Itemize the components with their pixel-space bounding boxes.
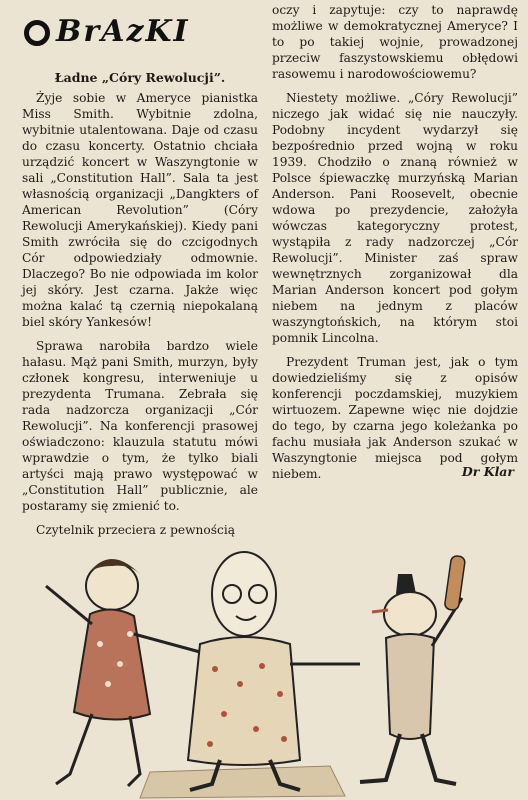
article-column-right [272, 2, 518, 490]
man-coat [188, 637, 300, 765]
woman-dress [74, 609, 150, 719]
article-paragraph: Czytelnik przeciera z pewnością [36, 523, 235, 537]
woman2-head [384, 592, 436, 636]
section-masthead [24, 12, 264, 52]
article-paragraph: Niestety możliwe. „Córy Rewolucji” niczego jak widać się nie nauczyły. Podobny incydent wydarzył się bezpośrednio przed wojną w roku 1939. Chodziło o znaną również w Polsce śpiewaczkę murzyńską Marian Anderson. Pani Roosevelt, obecnie wdowa po prezydencie, założyła wówczas kategoryczny protest, wystąpiła z rady nadzorczej „Cór Rewolucji”. Minister zaś spraw wewnętrznych zorganizował dla Marian Anderson koncert pod gołym niebem na jednym z placów waszyngtońskich, na którym stoi pomnik Lincolna. [272, 91, 518, 345]
masthead-o-ring-icon [24, 20, 50, 46]
cartoon-illustration [0, 534, 528, 800]
woman2-dress [386, 634, 434, 739]
article-paragraph: Żyje sobie w Ameryce pianistka Miss Smith. Wybitnie zdolna, wybitnie utalentowana. Daje od czasu do czasu koncerty. Ostatnio chciała urządzić koncert w Waszyngtonie w sali „Constitution Hall”. Sala ta jest własnością organizacji „Dangkters of American Revolution” (Córy Rewolucji Amerykańskiej). Kiedy pani Smith zwróciła się do czcigodnych Cór odpowiedziały odmownie. Dlaczego? Bo nie odpowiada im kolor jej skóry. Jest czarna. Jakże więc można kalać tą czernią niepokalaną biel skóry Yankesów! [22, 91, 258, 329]
author-signature: Dr Klar [461, 464, 514, 479]
article-subtitle: Ładne „Córy Rewolucji”. [54, 70, 226, 85]
article-paragraph: oczy i zapytuje: czy to naprawdę możliwe w demokratycznej Ameryce? I to po takiej wojnie, prowadzonej przeciw faszystowskiemu obłędowi rasowemu i narodowościowemu? [272, 3, 518, 81]
rolling-pin [444, 555, 465, 610]
article-paragraph: Prezydent Truman jest, jak o tym dowiedzieliśmy się z opisów konferencji poczdamskiej, muzykiem wirtuozem. Zapewne więc nie dojdzie do tego, by czarna jego koleżanka po fachu musiała jak Anderson szukać w Waszyngtonie miejsca pod gołym niebem. [272, 355, 518, 481]
masthead-title-text: BrAzKI [56, 14, 190, 49]
article-column-left [22, 70, 258, 546]
woman-hat [396, 574, 416, 594]
article-paragraph: Sprawa narobiła bardzo wiele hałasu. Mąż pani Smith, murzyn, były członek kongresu, interweniuje u prezydenta Trumana. Zebrała się rada nadzorcza organizacji „Cór Rewolucji”. Na konferencji prasowej oświadczono: klauzula statutu mówi wprawdzie o tym, że tylko biali artyści mają prawo występować w „Constitution Hall” publicznie, ale postaramy się zmienić to. [22, 339, 258, 513]
rug-shape [140, 766, 345, 798]
